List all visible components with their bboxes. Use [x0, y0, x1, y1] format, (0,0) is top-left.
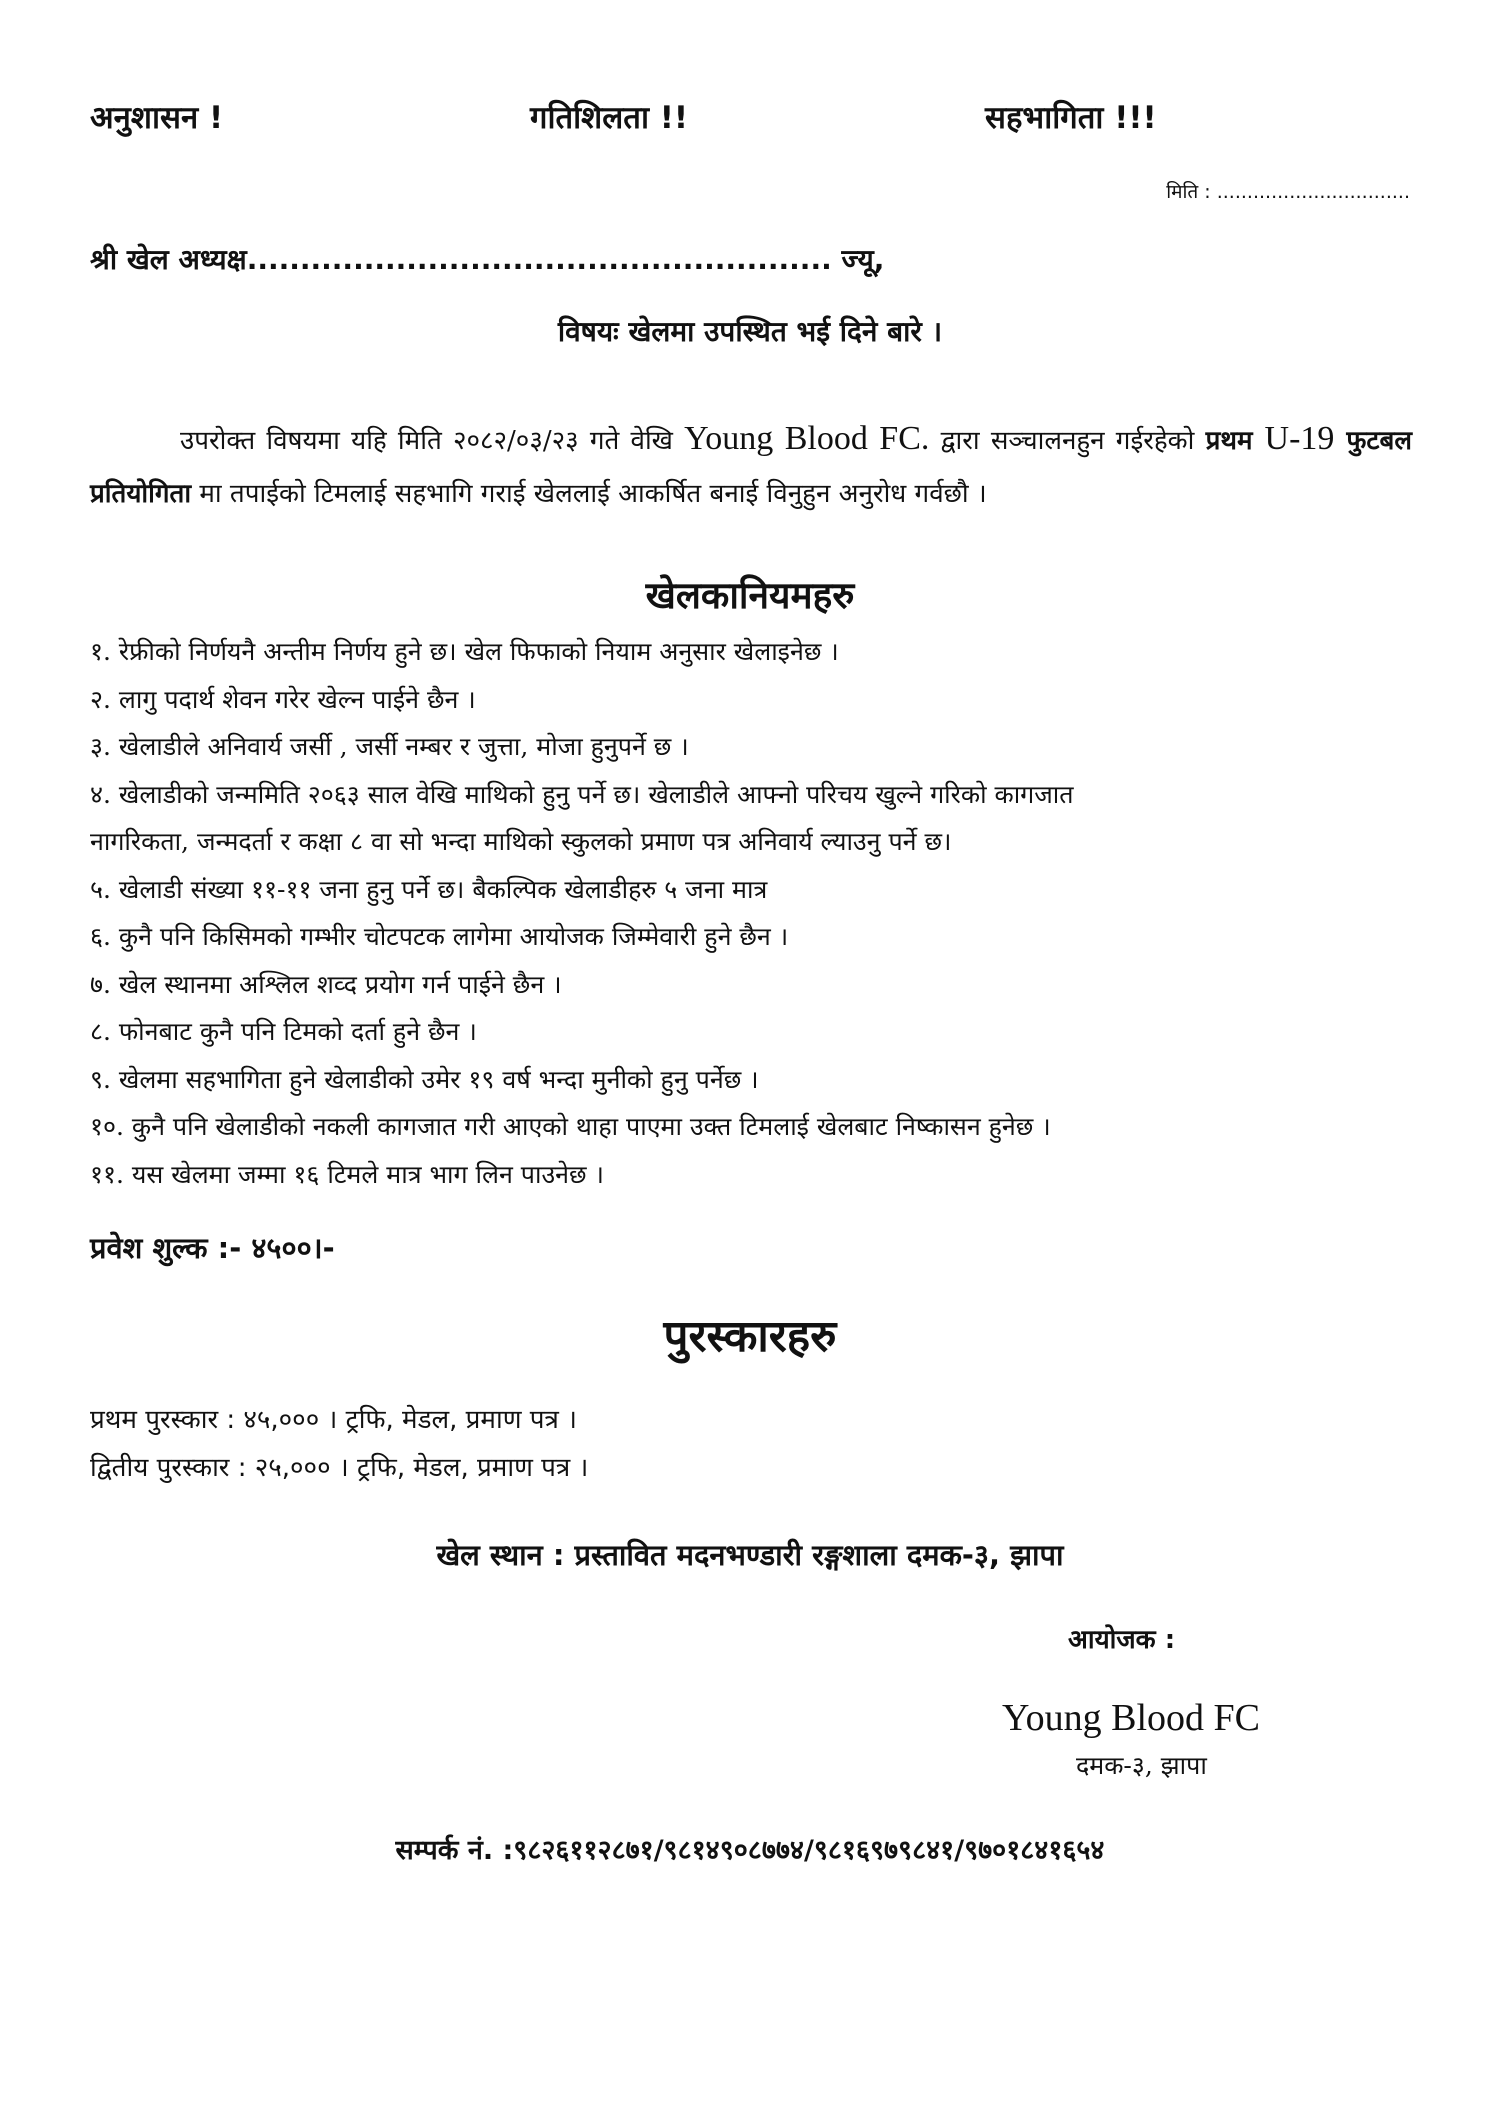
rule-item: २. लागु पदार्थ शेवन गरेर खेल्न पाईने छैन । — [90, 684, 476, 714]
prize-first: प्रथम पुरस्कार : ४५,००० । ट्रफि, मेडल, प्रमाण पत्र । — [90, 1405, 578, 1435]
rule-item: ६. कुनै पनि किसिमको गम्भीर चोटपटक लागेमा आयोजक जिम्मेवारी हुने छैन । — [90, 922, 789, 951]
rules-heading: खेलकानियमहरु — [645, 574, 855, 617]
intro-text-3: मा तपाईको टिमलाई सहभागि गराई खेललाई आकर्षित बनाई विनुहुन अनुरोध गर्वछौ । — [191, 479, 987, 509]
date-field: मिति : ................................ — [1166, 181, 1410, 203]
entry-fee: प्रवेश शुल्क :- ४५००।- — [90, 1231, 335, 1265]
rule-item: १०. कुनै पनि खेलाडीको नकली कागजात गरी आएको थाहा पाएमा उक्त टिमलाई खेलबाट निष्कासन हुनेछ । — [90, 1112, 1051, 1141]
slogan-dynamism: गतिशिलता !! — [530, 100, 689, 136]
rule-item: नागरिकता, जन्मदर्ता र कक्षा ८ वा सो भन्दा माथिको स्कुलको प्रमाण पत्र अनिवार्य ल्याउनु पर्ने छ। — [90, 827, 952, 856]
rule-item: १. रेफ्रीको निर्णयनै अन्तीम निर्णय हुने छ। खेल फिफाको नियाम अनुसार खेलाइनेछ । — [90, 637, 839, 666]
prize-second: द्वितीय पुरस्कार : २५,००० । ट्रफि, मेडल, प्रमाण पत्र । — [90, 1453, 589, 1483]
club-name: Young Blood FC. — [684, 420, 930, 457]
tournament-name: फुटबल प्रतियोगिता — [90, 426, 1413, 509]
rule-item: ८. फोनबाट कुनै पनि टिमको दर्ता हुने छैन । — [90, 1017, 477, 1046]
contact-numbers: सम्पर्क नं. :९८२६११२८७१/९८१४९०८७७४/९८१६९७९८४१/९७०१८४१६५४ — [395, 1835, 1105, 1866]
rule-item: ५. खेलाडी संख्या ११-११ जना हुनु पर्ने छ। बैकल्पिक खेलाडीहरु ५ जना मात्र — [90, 874, 768, 904]
prizes-heading: पुरस्कारहरु — [663, 1311, 837, 1362]
slogan-discipline: अनुशासन ! — [90, 100, 224, 136]
rule-item: ७. खेल स्थानमा अश्लिल शव्द प्रयोग गर्न पाईने छैन । — [90, 969, 562, 999]
intro-paragraph — [90, 412, 1412, 521]
intro-text-2: द्वारा सञ्चालनहुन गईरहेको — [929, 426, 1206, 456]
intro-bold-1: प्रथम — [1205, 426, 1265, 456]
rule-item: ९. खेलमा सहभागिता हुने खेलाडीको उमेर १९ वर्ष भन्दा मुनीको हुनु पर्नेछ । — [90, 1064, 759, 1094]
u19-label: U-19 — [1264, 420, 1335, 457]
addressee-line: श्री खेल अध्यक्ष....................................................... ज्यू, — [90, 243, 885, 276]
venue-line: खेल स्थान : प्रस्तावित मदनभण्डारी रङ्गशाला दमक-३, झापा — [436, 1538, 1064, 1572]
slogan-participation: सहभागिता !!! — [985, 100, 1157, 136]
rule-item: ३. खेलाडीले अनिवार्य जर्सी , जर्सी नम्बर र जुत्ता, मोजा हुनुपर्ने छ । — [90, 732, 689, 761]
organizer-name: Young Blood FC — [1002, 1697, 1261, 1739]
rule-item: ४. खेलाडीको जन्ममिति २०६३ साल वेखि माथिको हुनु पर्ने छ। खेलाडीले आफ्नो परिचय खुल्ने गरिको कागजात — [90, 779, 1074, 809]
organizer-address: दमक-३, झापा — [1076, 1751, 1207, 1780]
organizer-label: आयोजक : — [1068, 1625, 1176, 1655]
subject-line: विषयः खेलमा उपस्थित भई दिने बारे । — [557, 315, 943, 348]
rules-list — [90, 628, 1420, 1198]
rule-item: ११. यस खेलमा जम्मा १६ टिमले मात्र भाग लिन पाउनेछ । — [90, 1159, 604, 1189]
intro-text-1: उपरोक्त विषयमा यहि मिति २०८२/०३/२३ गते वेखि — [180, 426, 685, 456]
